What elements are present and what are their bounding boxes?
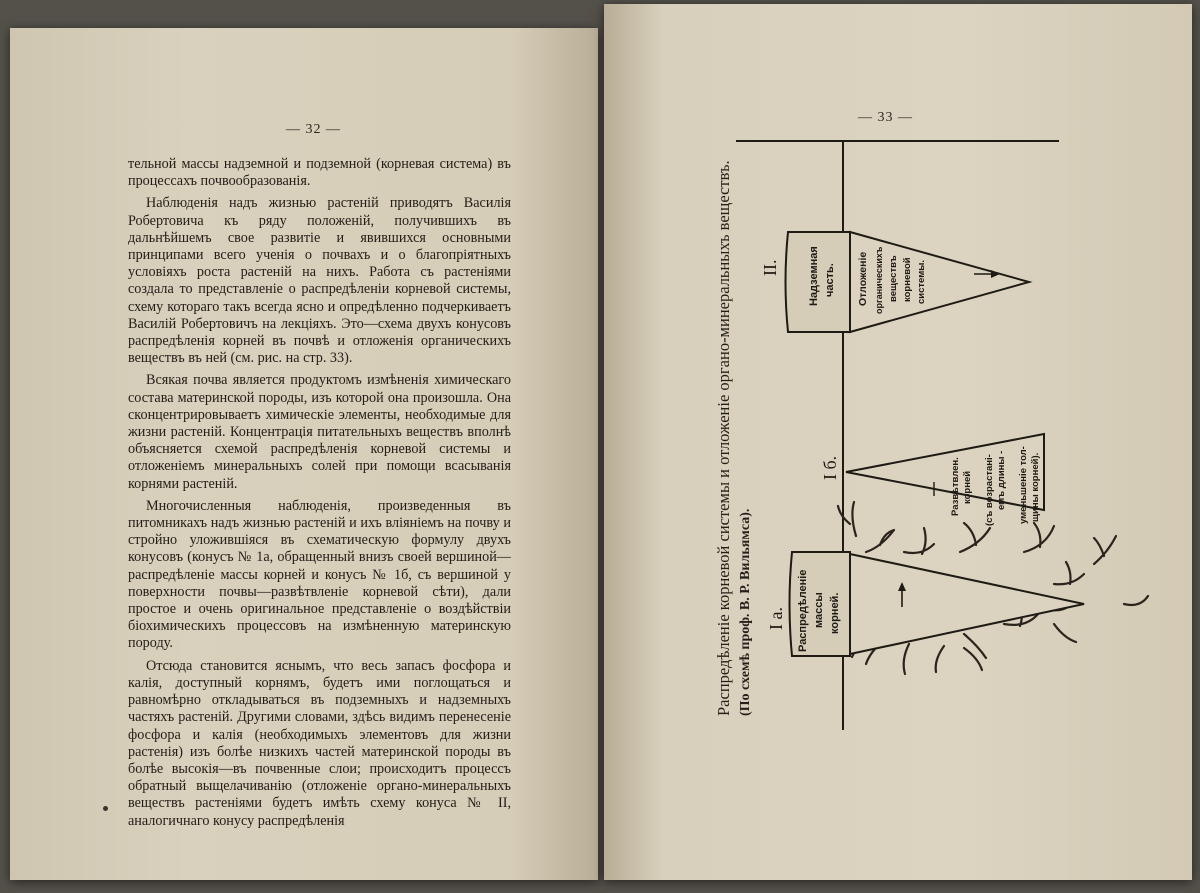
box-2-left-line: Надземная [808, 246, 820, 306]
left-page [10, 28, 598, 880]
box-2-right-line: органическихъ [874, 246, 884, 314]
box-2-right-line: Отложеніе [857, 251, 869, 306]
paragraph: Многочисленныя наблюденія, произведенныя въ питомникахъ надъ жизнью растеній и ихъ вліяніемъ на почву и стройно уложившіяся въ схематическую формулу двухъ конусовъ (конусъ № 1а, обращенный внизъ своей вершиной—распредѣленіе массы корней и конусъ № 1б, съ вершиной у поверхности почвы—развѣтвленіе корневой сѣти), дали простое и очень оригинальное представленіе о воздѣйствіи біохимическихъ процессовъ на измѣненную материнскую породу. [128, 497, 511, 652]
page-number-left: — 32 — [286, 122, 341, 137]
box-2-right-line: системы. [916, 260, 927, 304]
box-1a-line: массы [813, 592, 825, 628]
figure-subtitle: (По схемѣ проф. В. Р. Вильямса). [738, 508, 753, 716]
box-1b-line: емъ длины - [996, 450, 1007, 510]
root-cone-diagram [604, 4, 1192, 880]
cone-1b [846, 434, 1044, 510]
ink-spot [103, 806, 108, 811]
page-number-right: — 33 — [858, 110, 913, 125]
box-1a-line: Распредѣленіе [797, 569, 809, 652]
cone-1a [850, 554, 1084, 654]
box-1b-line: Развѣтвлен. [950, 457, 961, 516]
left-page-text [128, 156, 511, 835]
box-1b-line: (съ возрастані- [984, 454, 995, 526]
cone-label-1a: I а. [766, 607, 786, 630]
box-1b-line: уменьшеніе тол- [1018, 446, 1029, 524]
figure-title: Распредѣленіе корневой системы и отложеніе органо-минеральныхъ веществъ. [714, 160, 733, 716]
box-2-right-line: веществъ [888, 255, 899, 302]
box-2-right-line: корневой [902, 257, 913, 302]
paragraph: Отсюда становится яснымъ, что весь запасъ фосфора и калія, доступный корнямъ, будетъ ими поглощаться и равномѣрно откладываться въ подземныхъ и надземныхъ частяхъ растеній. Другими словами, здѣсь видимъ перенесеніе фосфора и калія (необходимыхъ элементовъ для жизни растенія) изъ болѣе низкихъ частей материнской породы въ болѣе высокія—въ почвенные слои; происходитъ процессъ обратный выщелачиванію (отложеніе органо-минеральныхъ веществъ растеніями будетъ имѣть схему конуса № II, аналогичнаго конусу распредѣленія [128, 657, 511, 829]
paragraph: Наблюденія надъ жизнью растеній приводятъ Василія Робертовича къ ряду положеній, получившихъ въ дальнѣйшемъ свое развитіе и явившихся основными принципами всего ученія о почвахъ и о благопріятныхъ условіяхъ роста растеній на нихъ. Работа съ растеніями создала то представленіе о распредѣленіи корневой системы, схему котораго такъ всегда ясно и опредѣленно подчеркиваетъ Василій Робертовичъ на лекціяхъ. Это—схема двухъ конусовъ распредѣленія корней въ почвѣ и отложенія органическихъ веществъ въ ней (см. рис. на стр. 33). [128, 195, 511, 367]
paragraph: тельной массы надземной и подземной (корневая система) въ процессахъ почвообразованія. [128, 156, 511, 190]
box-1b-line: корней [962, 470, 973, 504]
right-page [604, 4, 1192, 880]
box-1a-line: корней. [829, 592, 841, 634]
paragraph: Всякая почва является продуктомъ измѣненія химическаго состава материнской породы, изъ которой она произошла. Она сконцентрировываетъ химическіе элементы, необходимые для жизни растеній. Концентрація питательныхъ веществъ вполнѣ объясняется схемой распредѣленія корневой системы и отложеніемъ минеральныхъ солей при помощи всасыванія корнями растеній. [128, 372, 511, 492]
box-2-left-line: часть. [824, 263, 836, 297]
box-1b-line: щины корней). [1030, 452, 1041, 522]
cone-label-1b: I б. [820, 455, 840, 480]
cone-label-2: II. [760, 259, 780, 276]
